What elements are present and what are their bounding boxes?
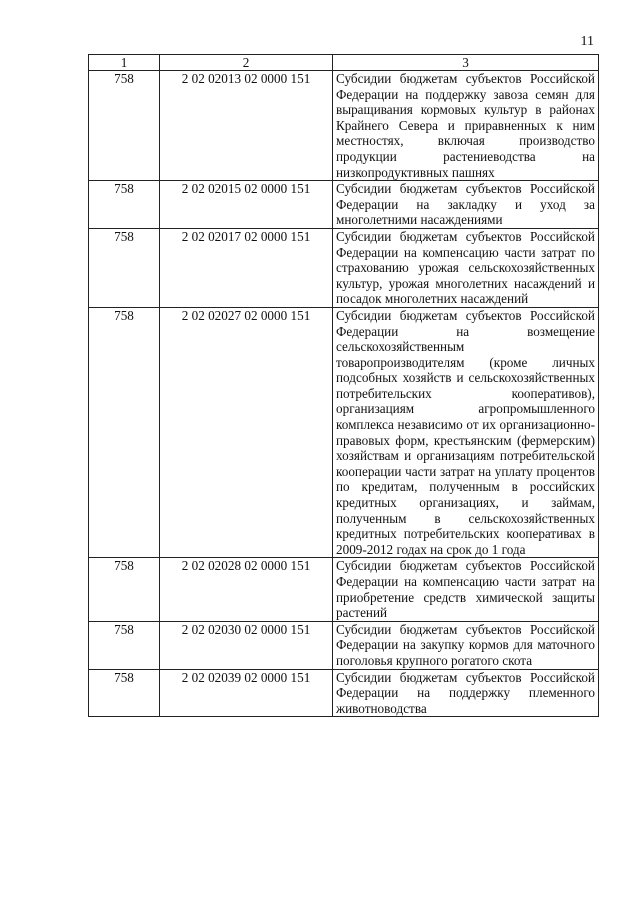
administrator-code: 758 (89, 181, 160, 229)
revenue-description: Субсидии бюджетам субъектов Российской Федерации на возмещение сельскохозяйственным товаропроизводителям (кроме личных подсобных хозяйств и сельскохозяйственных потребительских кооперативов), организациям агропромышленного комплекса независимо от их организационно-правовых форм, крестьянским (фермерским) хозяйствам и организациям потребительской кооперации части затрат на уплату процентов по кредитам, полученным в российских кредитных организациях, и займам, полученным в сельскохозяйственных кредитных потребительских кооперативах в 2009-2012 годах на срок до 1 года (333, 307, 599, 558)
revenue-description: Субсидии бюджетам субъектов Российской Федерации на компенсацию части затрат на приобретение средств химической защиты растений (333, 558, 599, 621)
budget-classification-code: 2 02 02027 02 0000 151 (160, 307, 333, 558)
administrator-code: 758 (89, 228, 160, 307)
revenue-description: Субсидии бюджетам субъектов Российской Федерации на поддержку завоза семян для выращивания кормовых культур в районах Крайнего Севера и приравненных к ним местностях, включая производство продукции растениеводства на низкопродуктивных пашнях (333, 71, 599, 181)
revenue-description: Субсидии бюджетам субъектов Российской Федерации на компенсацию части затрат по страхованию урожая сельскохозяйственных культур, урожая многолетних насаждений и посадок многолетних насаждений (333, 228, 599, 307)
page-number: 11 (580, 34, 594, 49)
budget-classification-code: 2 02 02030 02 0000 151 (160, 621, 333, 669)
administrator-code: 758 (89, 558, 160, 621)
column-header-1: 1 (89, 55, 160, 71)
budget-revenue-table (88, 54, 599, 717)
budget-classification-code: 2 02 02028 02 0000 151 (160, 558, 333, 621)
column-header-3: 3 (333, 55, 599, 71)
budget-classification-code: 2 02 02015 02 0000 151 (160, 181, 333, 229)
revenue-description: Субсидии бюджетам субъектов Российской Федерации на поддержку племенного животноводства (333, 669, 599, 717)
table-row (89, 71, 599, 181)
administrator-code: 758 (89, 669, 160, 717)
table-row (89, 307, 599, 558)
administrator-code: 758 (89, 71, 160, 181)
column-header-2: 2 (160, 55, 333, 71)
revenue-description: Субсидии бюджетам субъектов Российской Федерации на закладку и уход за многолетними насаждениями (333, 181, 599, 229)
budget-classification-code: 2 02 02013 02 0000 151 (160, 71, 333, 181)
budget-classification-code: 2 02 02039 02 0000 151 (160, 669, 333, 717)
table-row (89, 558, 599, 621)
administrator-code: 758 (89, 621, 160, 669)
table-row (89, 669, 599, 717)
table-header-row (89, 55, 599, 71)
revenue-description: Субсидии бюджетам субъектов Российской Федерации на закупку кормов для маточного поголовья крупного рогатого скота (333, 621, 599, 669)
table-row (89, 181, 599, 229)
budget-classification-code: 2 02 02017 02 0000 151 (160, 228, 333, 307)
table-row (89, 228, 599, 307)
administrator-code: 758 (89, 307, 160, 558)
table-row (89, 621, 599, 669)
